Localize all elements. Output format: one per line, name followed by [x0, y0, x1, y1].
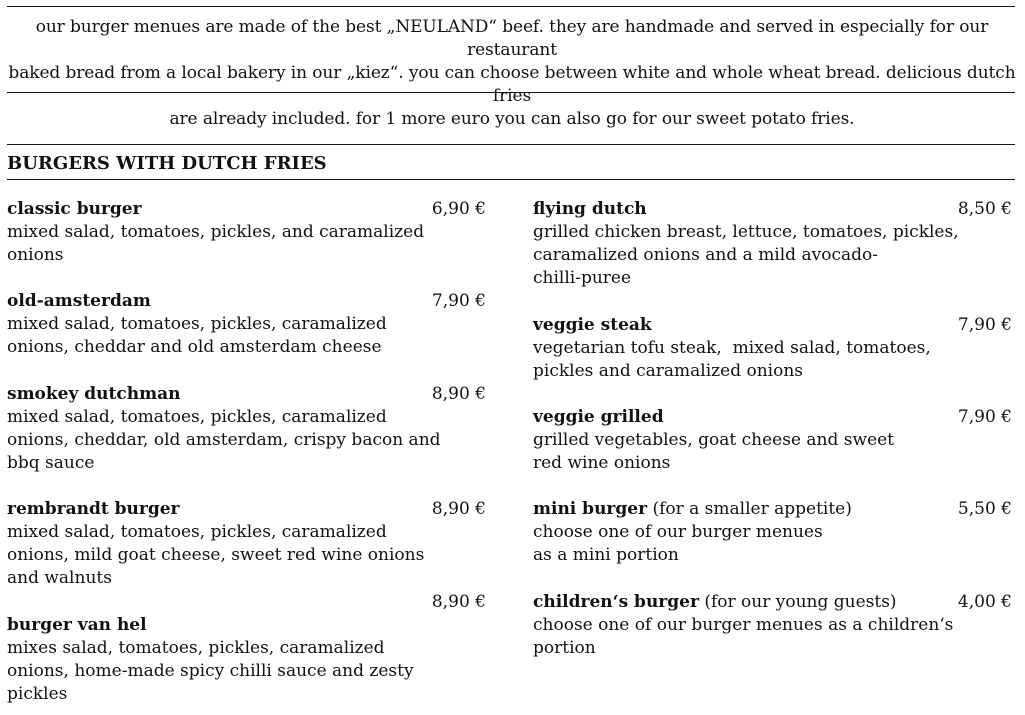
item-price: 8,90 €: [431, 384, 486, 404]
item-desc: grilled chicken breast, lettuce, tomatoes, pickles,: [533, 222, 959, 242]
menu-item: [533, 591, 953, 660]
item-desc: as a mini portion: [533, 545, 679, 565]
item-price: 8,50 €: [957, 199, 1012, 219]
item-desc: red wine onions: [533, 453, 671, 473]
item-desc: mixes salad, tomatoes, pickles, caramalized: [7, 638, 385, 658]
item-name: rembrandt burger: [7, 499, 180, 519]
item-price: 7,90 €: [957, 315, 1012, 335]
item-name: flying dutch: [533, 199, 647, 219]
item-name: old-amsterdam: [7, 291, 151, 311]
menu-item: [7, 290, 427, 359]
item-price: 7,90 €: [431, 291, 486, 311]
intro-text: [8, 16, 1016, 131]
menu-item: [7, 498, 427, 590]
item-name: classic burger: [7, 199, 142, 219]
intro-bottom-rule: [7, 92, 1015, 93]
section-title: BURGERS WITH DUTCH FRIES: [7, 153, 327, 174]
item-desc: onions, cheddar and old amsterdam cheese: [7, 337, 382, 357]
menu-item: [7, 198, 427, 267]
item-price: 7,90 €: [957, 407, 1012, 427]
item-name: children‘s burger: [533, 592, 699, 612]
item-desc: onions, mild goat cheese, sweet red wine onions: [7, 545, 425, 565]
intro-line-3: are already included. for 1 more euro you can also go for our sweet potato fries.: [169, 109, 855, 129]
item-desc: portion: [533, 638, 596, 658]
top-rule: [7, 6, 1015, 7]
item-name: mini burger: [533, 499, 648, 519]
menu-item: [533, 198, 959, 290]
item-desc: bbq sauce: [7, 453, 95, 473]
item-desc: mixed salad, tomatoes, pickles, caramalized: [7, 314, 387, 334]
item-price: 8,90 €: [431, 499, 486, 519]
item-name: veggie grilled: [533, 407, 664, 427]
item-desc: mixed salad, tomatoes, pickles, and caramalized: [7, 222, 425, 242]
item-desc: and walnuts: [7, 568, 112, 588]
intro-line-2: baked bread from a local bakery in our „kiez“. you can choose between white and whole wheat bread. delicious dutch fries: [8, 63, 1016, 106]
item-desc: onions, cheddar, old amsterdam, crispy bacon and: [7, 430, 441, 450]
item-desc: vegetarian tofu steak, mixed salad, tomatoes,: [533, 338, 931, 358]
menu-item: [7, 383, 441, 475]
item-price: 6,90 €: [431, 199, 486, 219]
item-desc: mixed salad, tomatoes, pickles, caramalized: [7, 522, 387, 542]
item-desc: caramalized onions and a mild avocado-: [533, 245, 878, 265]
item-note: (for a smaller appetite): [647, 499, 852, 519]
menu-item: [533, 498, 953, 567]
item-desc: grilled vegetables, goat cheese and sweet: [533, 430, 895, 450]
item-name: veggie steak: [533, 315, 652, 335]
item-desc: mixed salad, tomatoes, pickles, caramalized: [7, 407, 387, 427]
item-name: smokey dutchman: [7, 384, 181, 404]
item-price: 4,00 €: [957, 592, 1012, 612]
item-note: (for our young guests): [698, 592, 897, 612]
item-desc: chilli-puree: [533, 268, 632, 288]
section-top-rule: [7, 144, 1015, 145]
item-price: 8,90 €: [431, 592, 486, 612]
item-desc: onions, home-made spicy chilli sauce and zesty: [7, 661, 414, 681]
item-desc: pickles and caramalized onions: [533, 361, 804, 381]
section-bottom-rule: [7, 179, 1015, 180]
item-desc: pickles: [7, 684, 68, 704]
item-desc: choose one of our burger menues as a children‘s: [533, 615, 954, 635]
menu-item: [533, 406, 953, 475]
item-desc: onions: [7, 245, 64, 265]
menu-item: [533, 314, 953, 383]
item-price: 5,50 €: [957, 499, 1012, 519]
menu-item: [7, 614, 427, 706]
item-name: burger van hel: [7, 615, 147, 635]
intro-line-1: our burger menues are made of the best „NEULAND“ beef. they are handmade and served in especially for our restaurant: [35, 17, 989, 60]
item-desc: choose one of our burger menues: [533, 522, 823, 542]
